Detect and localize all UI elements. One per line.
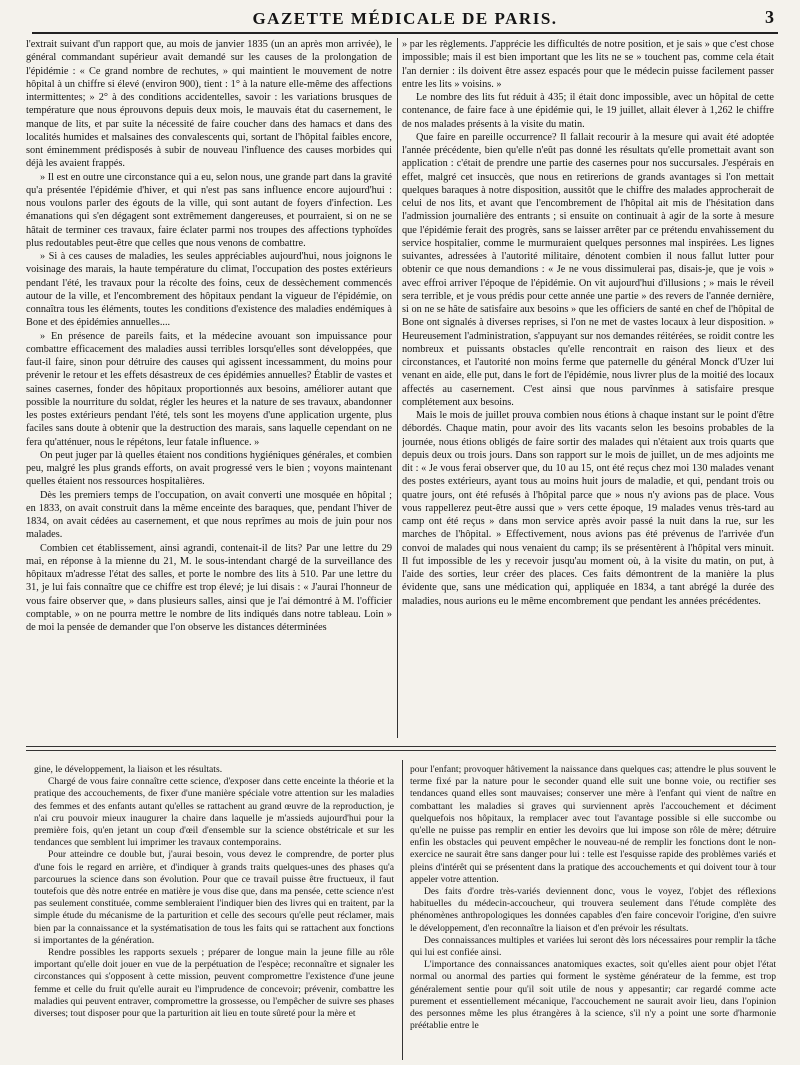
paragraph: Que faire en pareille occurrence? Il fallait recourir à la mesure qui avait été adoptée l'année précédente, bien qu'elle n'eût pas donné les résultats qu'elle promettait avant son application : c'était de prendre une partie des casernes pour nos succursales. J'espérais en effet, malgré cet insuccès, que nous en retirerions de grands avantages si l'on mettait quelques baraques à notre disposition, aussitôt que le chiffre des malades approcherait de celui de nos lits, et avant que l'encombrement de l'hôpital ait mis de l'hésitation dans l'admission journalière des entrants ; si ensuite on continuait à agir de la sorte à mesure que l'épidémie ferait des progrès, sans se laisser arrêter par ce prétendu envahissement du service hospitalier, comme le murmuraient quelques personnes mal inspirées. Les lignes suivantes, adressées à l'autorité militaire, dénotent combien il nous fallut lutter pour obtenir ce que nous demandions : « Je ne vous dissimulerai pas, disais-je, que je vois » avec effroi arriver l'époque de l'épidémie. On vit aujourd'hui d'illusions ; » mais le réveil sera terrible, et je vous prédis pour cette année une partie » des revers de l'année dernière, si on ne se hâte de satisfaire aux besoins » que les officiers de santé en chef de l'hôpital de Bone ont signalés à diverses reprises, si l'on ne met de vastes locaux à leur disposition. » Heureusement l'administration, s'appuyant sur nos demandes réitérées, se roidit contre les nombreux et puissants obstacles qu'elle rencontrait en raison des lieux et des circonstances, et l'autorité non moins ferme que paternelle du général Monck d'Uzer lui venant en aide, elle put, dans le fort de l'épidémie, nous livrer plus de la moitié des locaux affectés au casernement. C'est ainsi que nous parvînmes à satisfaire presque complétement aux besoins.	[402, 131, 774, 408]
bottom-right-column	[410, 764, 776, 1062]
paragraph: Des connaissances multiples et variées lui seront dès lors nécessaires pour remplir la tâche qui lui est confiée ainsi.	[410, 934, 776, 959]
paragraph: On peut juger par là quelles étaient nos conditions hygiéniques générales, et combien peu, malgré les plus grands efforts, on avait progressé vers le bien ; voyons maintenant quelles étaient nos ressources hospitalières.	[26, 449, 392, 488]
paragraph: Chargé de vous faire connaître cette science, d'exposer dans cette enceinte la théorie et la pratique des accouchements, de fixer d'une manière spéciale votre attention sur les maladies des femmes et des enfants autant qu'elles se rattachent au grand œuvre de la reproduction, je n'ai cru pouvoir mieux inaugurer la chaire dans laquelle je m'assieds aujourd'hui pour la première fois, qu'en jetant un coup d'œil d'ensemble sur la science obstétricale et sur les tendances que semblent lui imprimer les travaux contemporains.	[34, 776, 394, 849]
paragraph: Combien cet établissement, ainsi agrandi, contenait-il de lits? Par une lettre du 29 mai, en réponse à la mienne du 21, M. le sous-intendant chargé de la surveillance des hôpitaux m'adresse l'état des salles, et porte le nombre des lits à 510. Par une lettre du 31, je lui fais connaître que ce chiffre est trop élevé; je lui disais : « J'aurai l'honneur de vous faire observer que, » dans plusieurs salles, ainsi que je l'ai démontré à M. l'officier comptable, » on ne pourra mettre le nombre de lits indiqués dans notre tableau. Loin » de moi la pensée de demander que l'on observe les distances déterminées	[26, 542, 392, 633]
paragraph: » En présence de pareils faits, et la médecine avouant son impuissance pour combattre efficacement des maladies aussi terribles lorsqu'elles sont développées, que faut-il faire, sinon pour détruire des causes qui agissent incessamment, du moins pour prévenir le retour et les effets désastreux de ces épidémies annuelles? Établir de vastes et saines casernes, fonder des hôpitaux proportionnés aux besoins, améliorer autant que possible la nourriture du soldat, régler les heures et la nature de ses travaux, abandonner les postes extérieurs pendant l'été, tels sont les moyens d'une application urgente, plus faciles sans doute à obtenir que la destruction des marais, sans laquelle cependant on ne fera qu'atténuer, nous le répétons, leur fatale influence. »	[26, 330, 392, 448]
top-left-column	[26, 38, 392, 738]
paragraph: » Si à ces causes de maladies, les seules appréciables aujourd'hui, nous joignons le voisinage des marais, la haute température du climat, l'occupation des postes extérieurs pendant l'été, les travaux pour la récolte des foins, ceux de dessèchement commencés autour de la ville, et l'encombrement des hôpitaux pendant la vigueur de l'épidémie, on connaîtra tous les éléments, toutes les conditions d'existence des maladies endémiques à Bone et des épidémies annuelles....	[26, 251, 392, 329]
bottom-left-column	[34, 764, 394, 1062]
page-number: 3	[765, 7, 774, 27]
paragraph: l'extrait suivant d'un rapport que, au mois de janvier 1835 (un an après mon arrivée), le général commandant supérieur avait demandé sur les causes de la prolongation de l'épidémie : « Ce grand nombre de rechutes, » qui maintient le mouvement de notre hôpital à un chiffre si élevé (environ 900), tient : 1° à la nature elle-même des affections intermittentes; » 2° à des conditions accidentelles, savoir : les variations brusques de température que nous éprouvons depuis deux mois, le mauvais état du casernement, le manque de lits, et par suite la nécessité de faire coucher dans des hamacs et dans des localités humides et malsaines des convalescents qui, sortant de l'hôpital faibles encore, sont éminemment prédisposés à subir de nouveau l'influence des causes morbides qui déjà les avaient frappés.	[26, 39, 392, 170]
paragraph: L'importance des connaissances anatomiques exactes, soit qu'elles aient pour objet l'état normal ou anormal des parties qui forment le système générateur de la femme, est trop généralement sentie pour qu'il soit utile de nous y appesantir; car regardé comme acte purement et essentiellement mécanique, l'accouchement ne saurait avoir lieu, dans l'opinion des personnes même les plus étrangères à la science, s'il n'y a point une sorte d'harmonie préétablie entre le	[410, 959, 776, 1032]
paragraph: Pour atteindre ce double but, j'aurai besoin, vous devez le comprendre, de porter plus d'une fois le regard en arrière, et d'indiquer à grands traits quelques-unes des phases qu'a parcourues la science dans son évolution. Pour que ce travail puisse être fructueux, il faut toutefois que dès notre entrée en matière je vous dise que, dans ma pensée, cette science n'est pas seulement constituée, comme sembleraient l'indiquer bien des livres qui en traitent, par la simple étude du mécanisme de la parturition et celle des secours qu'elle peut réclamer, mais bien par la connaissance et la systématisation de tous les faits qui se rattachent aux fonctions si importantes de la génération.	[34, 849, 394, 946]
column-divider	[402, 760, 403, 1060]
paragraph: » Il est en outre une circonstance qui a eu, selon nous, une grande part dans la gravité qu'a présentée l'épidémie d'hiver, et qui n'est pas sans influence encore aujourd'hui : nous voulons parler des égouts de la ville, qui sont autant de foyers d'infection. Les émanations qui s'en dégagent sont extrêmement dangereuses, et pourraient, si on ne se hâtait de terminer ces travaux, faire éclater parmi nos troupes des affections typhoïdes plus redoutables peut-être que celles que nous venons de combattre.	[26, 171, 392, 249]
paragraph: gine, le développement, la liaison et les résultats.	[34, 764, 223, 775]
top-right-column	[402, 38, 774, 738]
newspaper-title: GAZETTE MÉDICALE DE PARIS.	[252, 9, 558, 28]
section-divider-secondary	[26, 750, 776, 751]
masthead	[32, 6, 778, 34]
paragraph: Le nombre des lits fut réduit à 435; il était donc impossible, avec un hôpital de cette contenance, de faire face à une épidémie qui, le 19 juillet, allait élever à 1,262 le chiffre de nos malades présents à la visite du matin.	[402, 92, 774, 130]
column-divider	[397, 38, 398, 738]
paragraph: Dès les premiers temps de l'occupation, on avait converti une mosquée en hôpital ; en 1833, on avait construit dans la même enceinte des baraques, que, pendant l'hiver de 1834, on avait cédées au casernement, et que nous reprîmes au mois de juin pour nos malades.	[26, 489, 392, 541]
paragraph: pour l'enfant; provoquer hâtivement la naissance dans quelques cas; attendre le plus souvent le terme fixé par la nature pour le seconder quand elle suit une bonne voie, ou rectifier ses tendances quand elles sont mauvaises; conserver une mère à l'enfant qui vient de naître en combattant les maladies si graves qui surviennent après l'accouchement et déciment quelquefois nos hôpitaux, la remplacer avec tout l'avantage possible si elle succombe ou qu'elle ne puisse pas remplir en entier les devoirs que lui impose son rôle de mère; détruire enfin les obstacles qui peuvent empêcher le nouveau-né de remplir les fonctions dont le non-exercice ne saurait être sans danger pour lui : telle est l'esquisse rapide des problèmes variés et pleins d'intérêt qui se présentent dans la pratique des accouchements et qui doivent tour à tour appeler votre attention.	[410, 764, 776, 885]
paragraph: Rendre possibles les rapports sexuels ; préparer de longue main la jeune fille au rôle important qu'elle doit jouer en vue de la perpétuation de l'espèce; reconnaître et signaler les circonstances qui s'opposent à cette mission, peuvent compromettre l'existence d'une jeune femme et celle du fruit qu'elle aurait eu l'imprudence de concevoir; prévenir, combattre les maladies qui peuvent entraver, compromettre la grossesse, ou l'empêcher de suivre ses phases diverses; tout disposer pour que la parturition ait lieu en toute sûreté pour la mère et	[34, 947, 394, 1020]
paragraph: » par les règlements. J'apprécie les difficultés de notre position, et je sais » que c'est chose impossible; mais il est bien important que les lits ne se » touchent pas, comme cela était l'an dernier : ils doivent être assez espacés pour que le médecin puisse facilement passer entre les lits » voisins. »	[402, 39, 774, 90]
paragraph: Mais le mois de juillet prouva combien nous étions à chaque instant sur le point d'être débordés. Chaque matin, pour avoir des lits vacants selon les besoins probables de la journée, nous étions obligés de faire sortir des malades qui n'étaient aux trois quarts que depuis deux ou trois jours. Dans son rapport sur le mois de juillet, un de mes adjoints me dit : « Je vous ferai observer que, du 10 au 15, ont été reçus chez moi 130 malades venant des postes extérieurs, ayant tous au moins huit jours de maladie, et qui, pendant trois ou quatre jours, ont été refusés à l'hôpital parce que » nous n'y avions pas de place. Vous vous rappellerez peut-être aussi que » vers cette époque, 19 malades venus très-tard au camp ont été reçus » dans mon service après avoir passé la nuit dans la rue, sur les marches de l'hôpital. » Effectivement, nous avions pas été prévenus de l'arrivée d'un convoi de malades qui nous venaient du camp; ils se présentèrent à l'hôpital vers minuit. Il fut impossible de les y recevoir jusqu'au moment où, à la visite du matin, on put, à l'aide des sorties, leur créer des places. Ces faits démontrent de la manière la plus évidente que, sans une médication qui, appliquée en 1834, a tant abrégé la durée des maladies, nous aurions eu le même encombrement que pendant les années précédentes.	[402, 410, 774, 607]
paragraph: Des faits d'ordre très-variés deviennent donc, vous le voyez, l'objet des réflexions habituelles du médecin-accoucheur, qui trouvera seulement dans l'étude complète des phénomènes anthropologiques les données capables d'en faire concevoir l'origine, d'en suivre le développement, d'en reconnaître la liaison et d'en prévoir les résultats.	[410, 886, 776, 934]
section-divider	[26, 746, 776, 747]
